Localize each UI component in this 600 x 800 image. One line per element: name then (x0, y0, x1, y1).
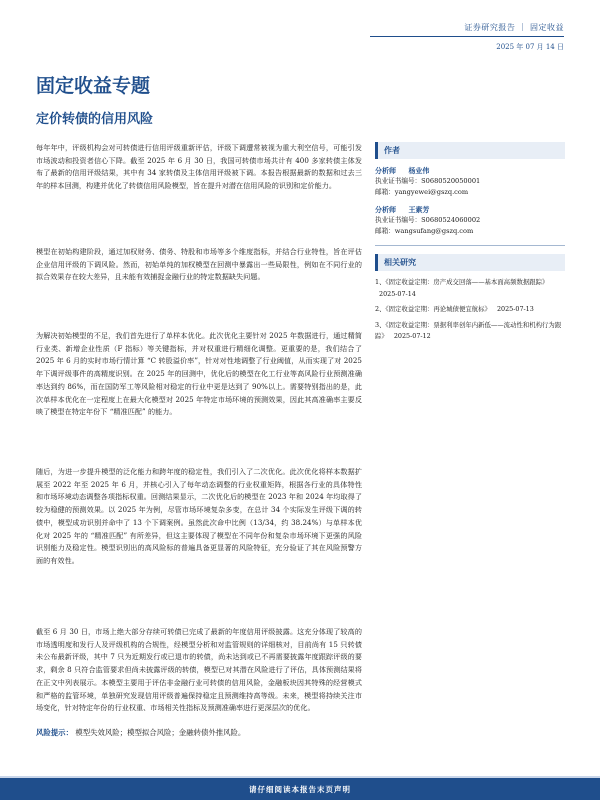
author-person: 杨业伟 (408, 166, 430, 175)
report-type: 证券研究报告 ｜ 固定收益 (464, 23, 564, 32)
authors-block (375, 165, 565, 237)
page-footer (0, 778, 600, 800)
report-title: 固定收益专题 (36, 75, 151, 97)
author-name (375, 204, 565, 215)
paragraph-5: 截至 6 月 30 日，市场上绝大部分存续可转债已完成了最新的年度信用评级披露。这充分体现了较高的市场透明度和发行人及评级机构的合规性，经模型分析和对监管规则的详细核对，目前尚有 15 只转债未公布最新评级，其中 7 只为近期发行或已退市的转债，尚未达到或已不再需要披露年度跟踪评级的要求，剩余 8 只符合监管要求但尚未披露评级的转债，模型已对其潜在风险进行了评估，具体预测结果将在正文中列表展示。本模型主要用于评估非金融行业可转债的信用风险，金融板块因其特殊的经营模式和严格的监管环境，单独研究发现信用评级普遍保持稳定且预测维持高等级。未来，模型将持续关注市场变化，针对特定年份的行业权重、市场相关性指标及预测准确率进行更深层次的优化。 (36, 627, 362, 713)
author-role: 分析师 (375, 205, 396, 214)
header-divider (370, 36, 564, 37)
risk-warning (36, 727, 245, 738)
research-item[interactable] (375, 320, 565, 343)
author-role: 分析师 (375, 166, 396, 175)
author-cert: 执业证书编号：S0680520050001 (375, 177, 481, 185)
authors-title: 作者 (375, 142, 565, 159)
research-item[interactable] (375, 277, 565, 300)
author-name (375, 165, 565, 176)
research-list (375, 277, 565, 343)
research-item-date: 2025-07-14 (379, 289, 416, 298)
risk-label: 风险提示： (36, 728, 73, 737)
page-header (0, 0, 600, 60)
header-right (464, 22, 564, 33)
report-date: 2025 年 07 月 14 日 (496, 43, 564, 51)
footer-disclaimer: 请仔细阅读本报告末页声明 (249, 785, 351, 794)
author-cert: 执业证书编号：S0680524060002 (375, 216, 481, 224)
research-item-date: 2025-07-12 (393, 332, 431, 340)
sidebar (375, 142, 565, 347)
paragraph-4: 随后，为进一步提升模型的泛化能力和跨年度的稳定性，我们引入了二次优化。此次优化将样本数据扩展至 2022 年至 2025 年 6 月，并核心引入了每年动态调整的行业权重矩阵，根据各行业的具体特性和市场环境动态调整各项指标权重。回测结果显示，二次优化后的模型在 2023 年和 2024 年均取得了较为稳健的预测效果。以 2025 年为例，尽管市场环境复杂多变，在总计 34 个实际发生评级下调的转债中，模型成功识别并命中了 13 个下调案例。虽然此次命中比例（13/34，约 38.24%）与单样本优化对 2025 年的 “精准匹配” 有所差异，但这主要体现了模型在不同年份和复杂市场环境下更强的风险识别能力及稳定性。模型识别出的高风险标的普遍具备更显著的风险特征，充分验证了其在风险预警方面的有效性。 (36, 467, 362, 565)
paragraph-2: 模型在初始构建阶段，通过加权财务、债务、特股和市场等多个维度指标，并结合行业特性，旨在评估企业信用评级的下调风险。然而，初始单纯的加权模型在回测中暴露出一些局限性，例如在不同行业的拟合效果存在较大差异，且未能有效捕捉金融行业的特定数据缺失问题。 (36, 247, 362, 282)
research-item-text: 3、《固定收益定期：票据利率创年内新低——流动性和机构行为跟踪》 (375, 320, 562, 340)
author-person: 王素芳 (408, 205, 430, 214)
sidebar-divider (375, 245, 565, 246)
research-item-text: 1、《固定收益定期：房产成交回落——基本面高频数据跟踪》 (375, 278, 549, 286)
research-item-date: 2025-07-13 (496, 305, 534, 313)
risk-text: 模型失效风险；模型拟合风险；金融转债外推风险。 (75, 728, 246, 737)
author-email[interactable]: 邮箱：wangsufang@gszq.com (375, 227, 474, 235)
research-title: 相关研究 (375, 254, 565, 271)
paragraph-3: 为解决初始模型的不足，我们首先进行了单样本优化。此次优化主要针对 2025 年数据进行，通过精简行业类、新增企业性质（F 指标）等关键指标，并对权重进行精细化调整。更重要的是，我们结合了 2025 年 6 月的实时市场行情计算 “C 转股溢价率”，针对对性地调整了行业阈值，从而实现了对 2025 年下调评级事件的高精度识别。在 2025 年的回测中，优化后的模型在化工行业等高风险行业预测准确率达到约 86%，而在国防军工等风险相对稳定的行业中更是达到了 90%以上。需要特别指出的是，此次单样本优化在一定程度上在最大化模型对 2025 年特定市场环境的预测效果，因此其高准确率主要反映了模型在特定年份下 “精准匹配” 的能力。 (36, 331, 362, 417)
author-entry (375, 165, 565, 198)
research-item[interactable] (375, 304, 565, 316)
report-subtitle: 定价转债的信用风险 (36, 112, 154, 127)
main-body (36, 142, 362, 800)
author-email[interactable]: 邮箱：yangyewei@gszq.com (375, 188, 469, 196)
paragraph-1: 每年年中，评级机构会对可转债进行信用评级重新评估，评级下调遭常被视为重大利空信号，可能引发市场波动和投资者信心下降。截至 2025 年 6 月 30 日，我国可转债市场共计有 400 多家转债主体发布了最新的信用评级结果，其中有 34 家转债及主体信用评级被下调。本报告根据最新的数据和过去三年的样本回测，构建并优化了转债信用风险模型，旨在提升对潜在信用风险的识别和定价能力。 (36, 143, 362, 191)
author-entry (375, 204, 565, 237)
research-item-text: 2、《固定收益定期：再论城债便宜航标》 (375, 305, 491, 313)
